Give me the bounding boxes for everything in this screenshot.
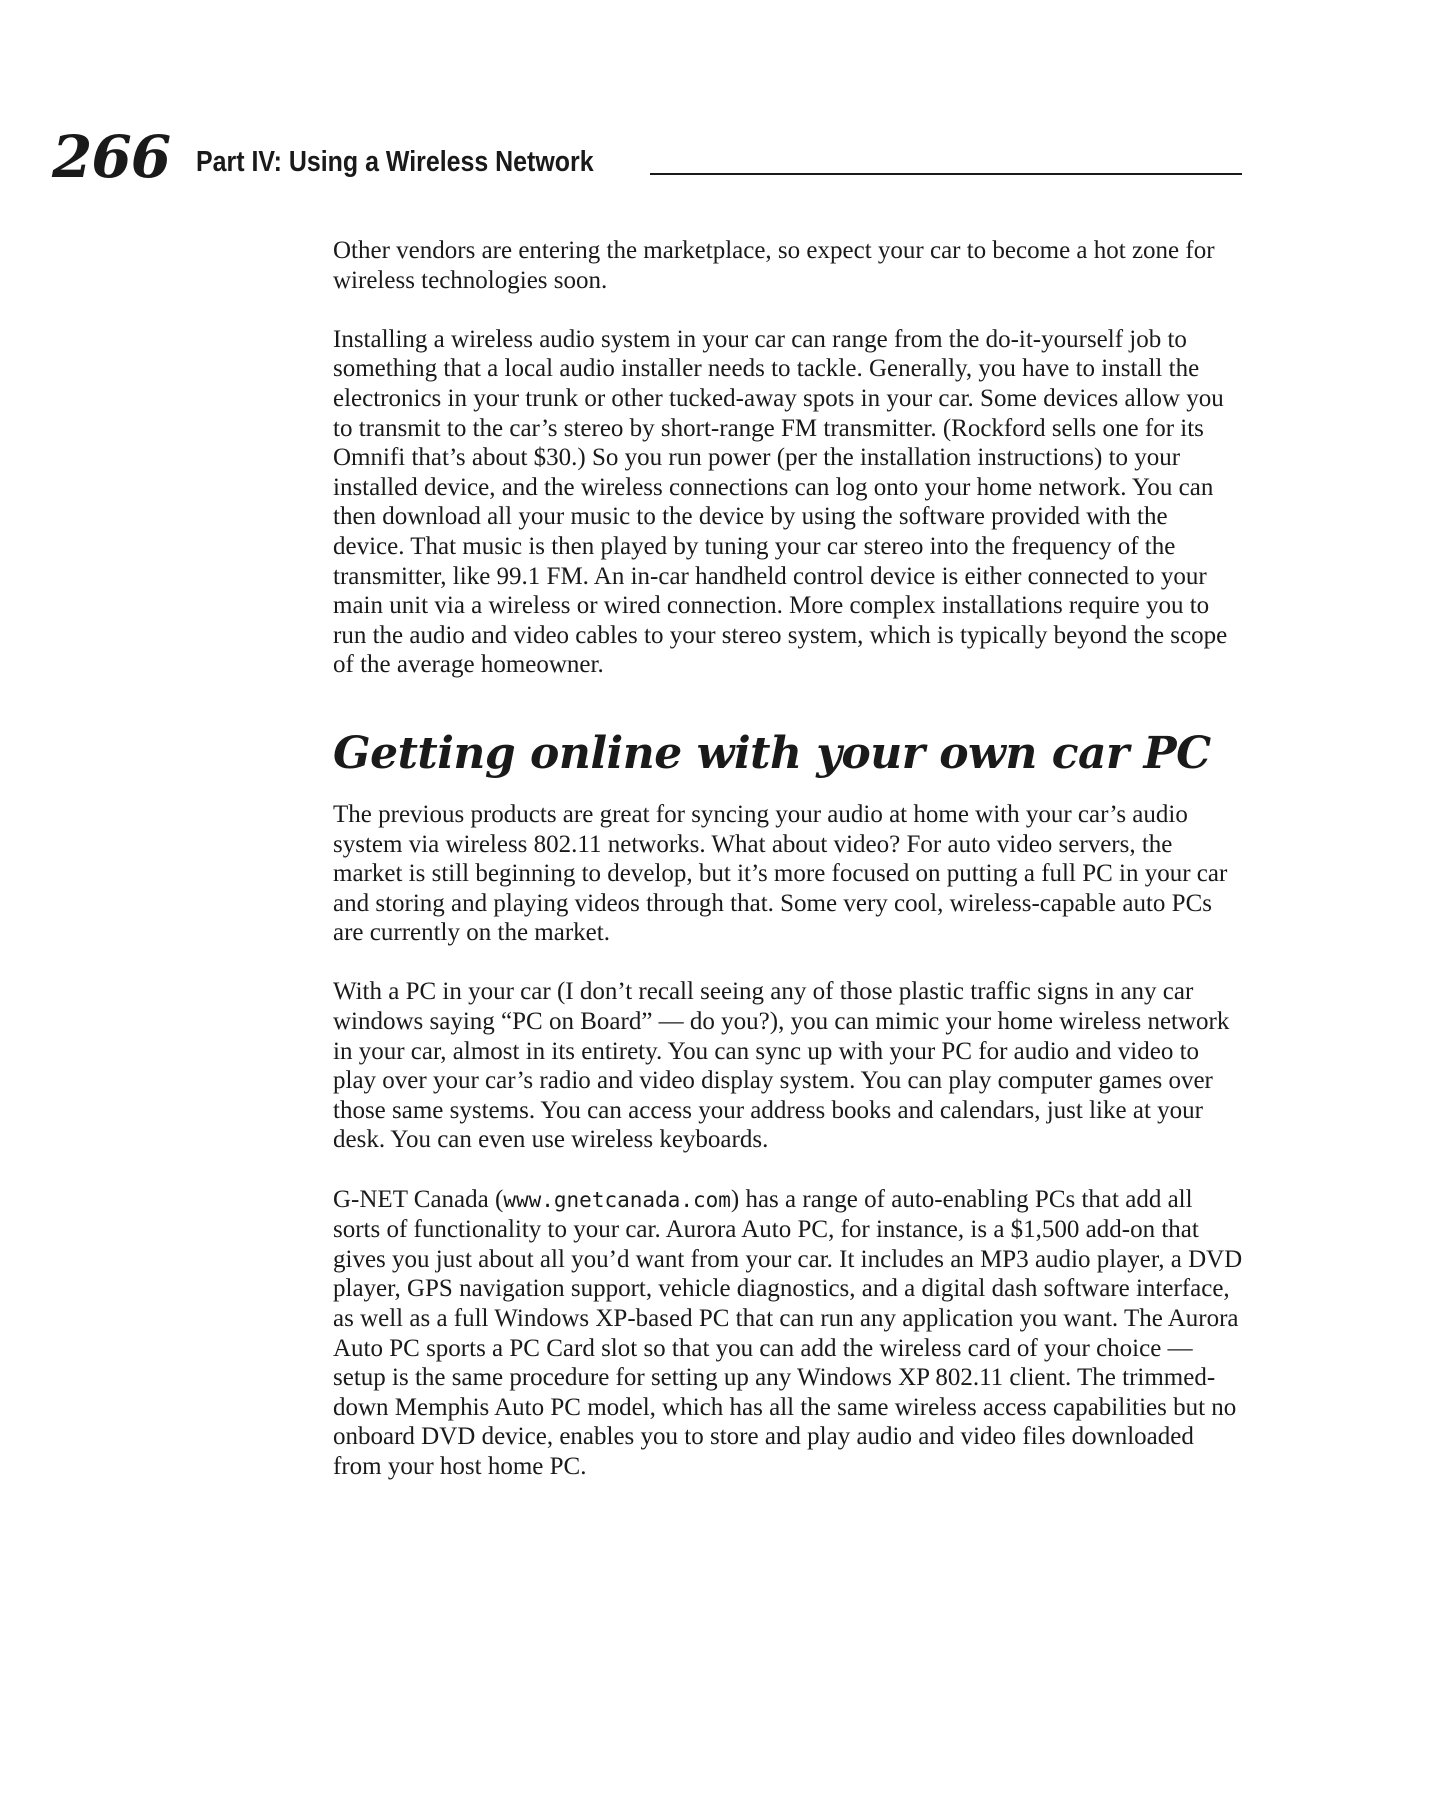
running-head: Part IV: Using a Wireless Network: [196, 146, 594, 178]
gnet-body-text: ) has a range of auto-enabling PCs that add all sorts of functionality to your car. Aurora Auto PC, for instance, is a $1,500 add-on that gives you just about all you’d want from your car. It includes an MP3 audio player, a DVD player, GPS navigation support, vehicle diagnostics, and a digital dash software interface, as well as a full Windows XP-based PC that can run any application you want. The Aurora Auto PC sports a PC Card slot so that you can add the wireless card of your choice — setup is the same procedure for setting up any Windows XP 802.11 client. The trimmed-down Memphis Auto PC model, which has all the same wireless access capabilities but no onboard DVD device, enables you to store and play audio and video files downloaded from your host home PC.: [333, 1185, 1243, 1480]
paragraph-previous-products: The previous products are great for syncing your audio at home with your car’s audio system via wireless 802.11 networks. What about video? For auto video servers, the market is still beginning to develop, but it’s more focused on putting a full PC in your car and storing and playing videos through that. Some very cool, wireless-capable auto PCs are currently on the market.: [333, 800, 1228, 947]
header-rule: [650, 173, 1242, 175]
paragraph-gnet-canada: [333, 1185, 1243, 1482]
paragraph-vendors: Other vendors are entering the marketplace, so expect your car to become a hot zone for wireless technologies soon.: [333, 237, 1215, 294]
page-header: [52, 124, 1242, 190]
page-number: 266: [52, 123, 171, 191]
section-heading: Getting online with your own car PC: [333, 727, 1211, 779]
gnet-url-link[interactable]: www.gnetcanada.com: [503, 1187, 731, 1212]
body-text: [333, 236, 1243, 1511]
gnet-lead-text: G-NET Canada (: [333, 1185, 504, 1213]
paragraph-pc-in-car: With a PC in your car (I don’t recall seeing any of those plastic traffic signs in any car windows saying “PC on Board” — do you?), you can mimic your home wireless network in your car, almost in its entirety. You can sync up with your PC for audio and video to play over your car’s radio and video display system. You can play computer games over those same systems. You can access your address books and calendars, just like at your desk. You can even use wireless keyboards.: [333, 978, 1230, 1154]
paragraph-installing-audio: Installing a wireless audio system in your car can range from the do-it-yourself job to something that a local audio installer needs to tackle. Generally, you have to install the electronics in your trunk or other tucked-away spots in your car. Some devices allow you to transmit to the car’s stereo by short-range FM transmitter. (Rockford sells one for its Omnifi that’s about $30.) So you run power (per the installation instructions) to your installed device, and the wireless connections can log onto your home network. You can then download all your music to the device by using the software provided with the device. That music is then played by tuning your car stereo into the frequency of the transmitter, like 99.1 FM. An in-car handheld control device is either connected to your main unit via a wireless or wired connection. More complex installations require you to run the audio and video cables to your stereo system, which is typically beyond the scope of the average homeowner.: [333, 325, 1228, 679]
